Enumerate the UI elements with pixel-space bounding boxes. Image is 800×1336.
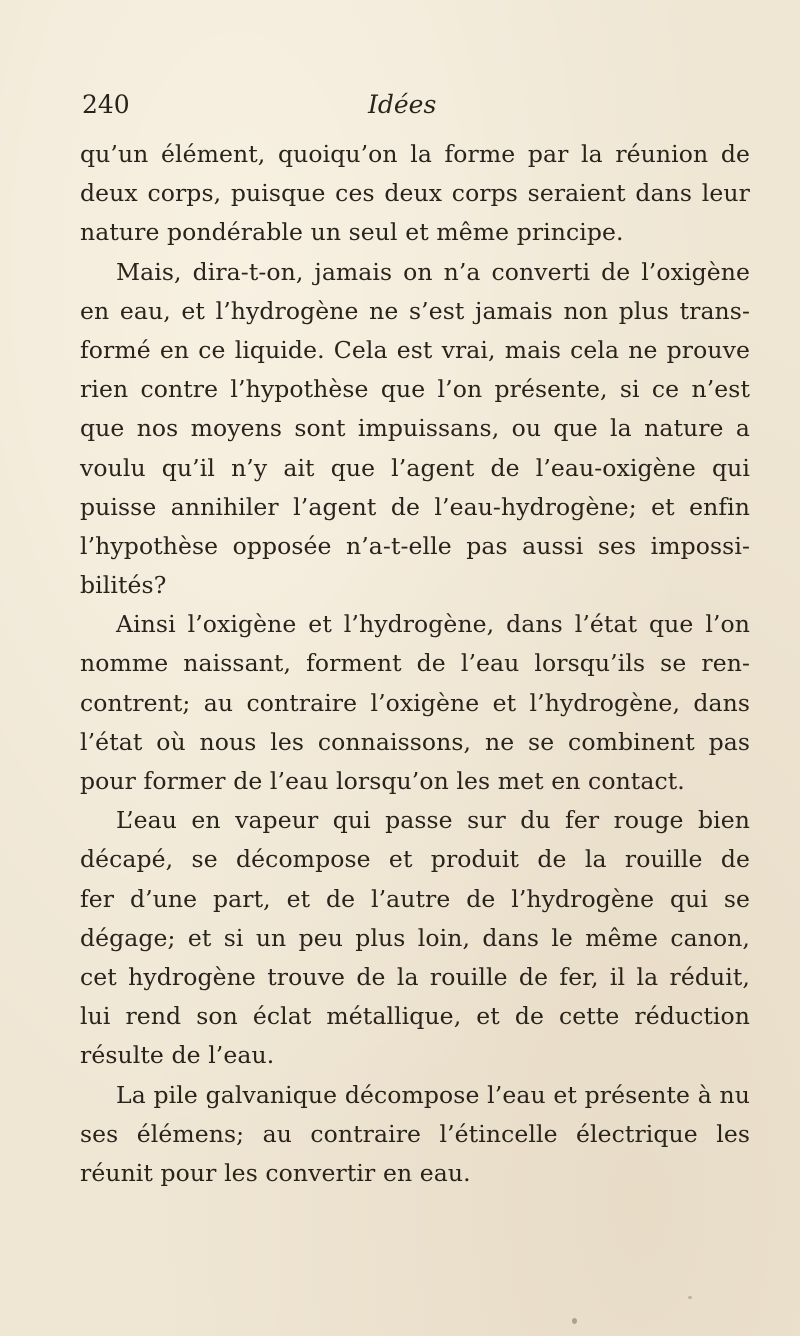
text-line: fer d’une part, et de l’autre de l’hydrogène qui se — [80, 884, 750, 913]
text-line: l’hypothèse opposée n’a-t-elle pas aussi ses impossi- — [80, 531, 750, 560]
text-line: décapé, se décompose et produit de la rouille de — [80, 845, 750, 874]
text-line: réunit pour les convertir en eau. — [80, 1158, 471, 1187]
text-line: voulu qu’il n’y ait que l’agent de l’eau-oxigène qui — [80, 453, 750, 482]
running-title: Idées — [368, 90, 437, 119]
text-line: Mais, dira-t-on, jamais on n’a converti de l’oxigène — [116, 257, 750, 286]
text-line: en eau, et l’hydrogène ne s’est jamais non plus trans- — [80, 296, 750, 325]
body-text — [80, 135, 750, 1193]
page-header — [82, 88, 752, 122]
text-line: bilités? — [80, 571, 167, 600]
text-line: L’eau en vapeur qui passe sur du fer rouge bien — [116, 806, 750, 835]
text-line: l’état où nous les connaissons, ne se combinent pas — [80, 727, 750, 756]
text-line: puisse annihiler l’agent de l’eau-hydrogène; et enfin — [80, 492, 750, 521]
text-line: Ainsi l’oxigène et l’hydrogène, dans l’état que l’on — [116, 610, 750, 639]
paper-speck — [572, 1318, 577, 1324]
text-line: que nos moyens sont impuissans, ou que la nature a — [80, 414, 750, 443]
text-line: nature pondérable un seul et même principe. — [80, 218, 624, 247]
text-line: dégage; et si un peu plus loin, dans le même canon, — [80, 923, 750, 952]
text-line: pour former de l’eau lorsqu’on les met en contact. — [80, 767, 685, 795]
text-line: deux corps, puisque ces deux corps seraient dans leur — [80, 179, 750, 208]
text-line: lui rend son éclat métallique, et de cette réduction — [80, 1002, 750, 1031]
text-line: qu’un élément, quoiqu’on la forme par la réunion de — [80, 140, 750, 168]
text-line: nomme naissant, forment de l’eau lorsqu’ils se ren- — [80, 649, 750, 678]
text-line: La pile galvanique décompose l’eau et présente à nu — [116, 1080, 750, 1109]
text-line: formé en ce liquide. Cela est vrai, mais cela ne prouve — [80, 335, 750, 364]
page-number: 240 — [82, 90, 130, 119]
paper-speck — [688, 1296, 692, 1299]
text-line: résulte de l’eau. — [80, 1041, 275, 1070]
text-line: contrent; au contraire l’oxigène et l’hydrogène, dans — [80, 688, 750, 717]
text-line: cet hydrogène trouve de la rouille de fer, il la réduit, — [80, 962, 750, 991]
text-line: ses élémens; au contraire l’étincelle électrique les — [80, 1119, 750, 1148]
text-line: rien contre l’hypothèse que l’on présente, si ce n’est — [80, 375, 750, 404]
